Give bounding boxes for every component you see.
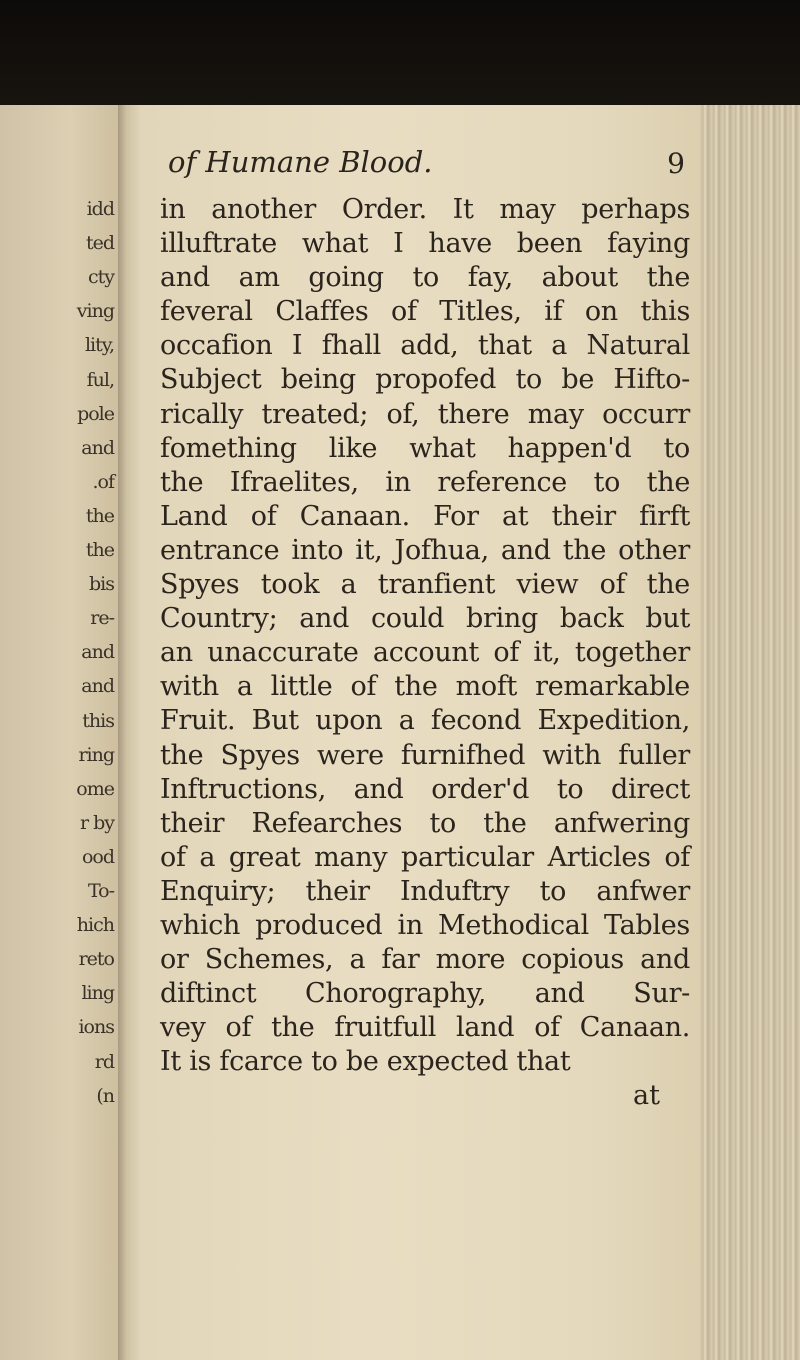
text-line: which produced in Methodical Tables bbox=[160, 909, 690, 941]
text-line: fomething like what happen'd to bbox=[160, 432, 690, 464]
page-header bbox=[150, 145, 685, 185]
text-line: Land of Canaan. For at their firft bbox=[160, 500, 690, 532]
facing-page-fragment: and bbox=[81, 641, 114, 664]
facing-page-fragment: idd bbox=[86, 198, 114, 220]
text-line: diftinct Chorography, and Sur- bbox=[160, 978, 690, 1010]
facing-page-fragment: To- bbox=[87, 880, 114, 902]
facing-page-fragment: and bbox=[81, 675, 114, 698]
facing-page-fragment: (n bbox=[96, 1084, 114, 1107]
facing-page-fragment: reto bbox=[78, 948, 114, 971]
text-line: and am going to fay, about the bbox=[160, 262, 690, 294]
text-line: illuftrate what I have been faying bbox=[160, 228, 690, 260]
text-line: or Schemes, a far more copious and bbox=[160, 944, 690, 976]
running-title: of Humane Blood. bbox=[168, 145, 433, 179]
page-number: 9 bbox=[667, 147, 685, 180]
facing-page-fragment: pole bbox=[77, 402, 114, 425]
facing-page-fragment: ted bbox=[85, 232, 114, 255]
text-line: the Spyes were furnifhed with fuller bbox=[160, 739, 690, 771]
facing-page-fragment: ving bbox=[76, 300, 114, 323]
facing-page-fragment: bis bbox=[89, 573, 114, 596]
facing-page-fragment: the bbox=[85, 539, 114, 561]
text-line: Fruit. But upon a fecond Expedition, bbox=[160, 705, 690, 737]
body-text bbox=[160, 193, 690, 1113]
facing-page-fragment: ling bbox=[81, 982, 114, 1005]
text-line: rically treated; of, there may occurr bbox=[160, 398, 690, 430]
text-line: an unaccurate account of it, together bbox=[160, 637, 690, 669]
facing-page-fragment: lity, bbox=[84, 334, 114, 357]
facing-page-fragment: and bbox=[81, 436, 114, 459]
text-line: the Ifraelites, in reference to the bbox=[160, 466, 690, 498]
text-line: with a little of the moft remarkable bbox=[160, 671, 690, 703]
facing-page-fragment: hich bbox=[76, 914, 114, 937]
text-line: Spyes took a tranfient view of the bbox=[160, 569, 690, 601]
facing-page-fragment: the bbox=[85, 504, 114, 527]
facing-page-fragment: .of bbox=[92, 470, 114, 493]
text-line: Country; and could bring back but bbox=[160, 603, 690, 635]
text-line: Subject being propofed to be Hifto- bbox=[160, 364, 690, 396]
book-gutter bbox=[118, 105, 140, 1360]
text-line: feveral Claffes of Titles, if on this bbox=[160, 296, 690, 328]
facing-page-fragment: cty bbox=[87, 266, 114, 289]
facing-page-fragment: ood bbox=[81, 845, 114, 868]
facing-page-fragment: ome bbox=[76, 777, 114, 800]
facing-page-fragment: ions bbox=[78, 1016, 114, 1039]
text-line: Inftructions, and order'd to direct bbox=[160, 773, 690, 805]
facing-page-fragment: r by bbox=[79, 811, 114, 834]
text-line: Enquiry; their Induftry to anfwer bbox=[160, 875, 690, 907]
text-line: entrance into it, Jofhua, and the other bbox=[160, 534, 690, 566]
facing-page-fragment: re- bbox=[90, 607, 114, 630]
text-line: It is fcarce to be expected that bbox=[160, 1046, 571, 1078]
text-line: their Refearches to the anfwering bbox=[160, 807, 690, 839]
facing-page-edge bbox=[0, 105, 118, 1360]
page-stack-edge bbox=[700, 105, 800, 1360]
text-line: occafion I fhall add, that a Natural bbox=[160, 330, 690, 362]
background-dark-top bbox=[0, 0, 800, 105]
text-line: of a great many particular Articles of bbox=[160, 841, 690, 873]
catchword: at bbox=[633, 1080, 660, 1112]
facing-page-fragment: this bbox=[82, 709, 114, 732]
text-line: vey of the fruitfull land of Canaan. bbox=[160, 1012, 690, 1044]
facing-page-fragment: ring bbox=[78, 743, 114, 766]
book-page bbox=[140, 105, 700, 1360]
facing-page-fragment: ful, bbox=[86, 368, 114, 391]
facing-page-fragment: rd bbox=[94, 1050, 114, 1073]
text-line: in another Order. It may perhaps bbox=[160, 194, 690, 225]
